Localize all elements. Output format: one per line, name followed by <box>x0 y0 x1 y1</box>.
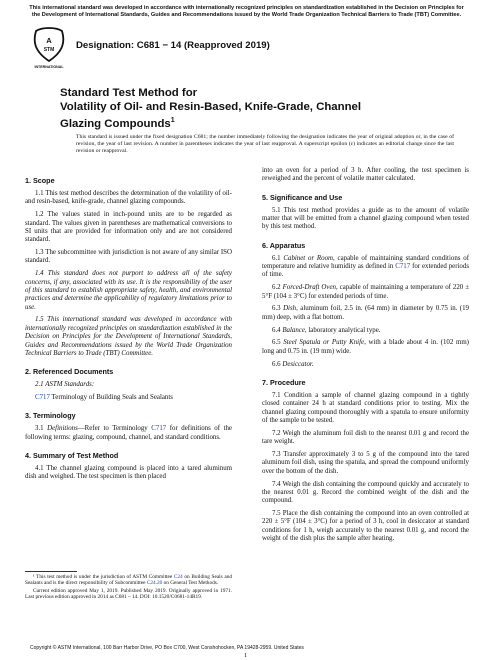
title-line-3: Glazing Compounds$^1$ <box>60 117 175 130</box>
paragraph-7-4: 7.4 Weigh the dish containing the compound quickly and accurately to the nearest 0.01 g. Record the combined weight of the dish and the compound. <box>262 480 469 505</box>
reference-c717: C717 Terminology of Building Seals and Sealants <box>35 394 173 402</box>
paragraph-6-1: 6.1 Cabinet or Room, capable of maintaining standard conditions of temperature and relative humidity as defined in C717 for extended periods of time. <box>262 254 470 279</box>
title-footnote-mark: 1 <box>170 117 175 125</box>
paragraph-6-6: 6.6 Desiccator. <box>272 360 314 368</box>
section-heading-scope: 1. Scope <box>25 176 55 185</box>
paragraph-1-3: 1.3 The subcommittee with jurisdiction is not aware of any similar ISO standard. <box>25 249 232 265</box>
designation: Designation: C681 − 14 (Reapproved 2019) <box>76 40 270 51</box>
paragraph-3-1: 3.1 Definitions—Refer to Terminology C717 for definitions of the following terms: glazing, compound, channel, and standard conditions. <box>25 425 232 441</box>
paragraph-2-1: 2.1 ASTM Standards: <box>35 381 95 389</box>
terminology-link-c717[interactable]: C717 <box>151 425 167 433</box>
footnote-jurisdiction: ¹ This test method is under the jurisdiction of ASTM Committee C24 on Building Seals and Sealants and is the direct responsibility of Subcommittee C24.20 on General Test Methods. <box>25 574 232 587</box>
footnote-edition: Current edition approved May 1, 2019. Published May 2019. Originally approved in 1971. Last previous edition approved in 2014 as C681 – 14. DOI: 10.1520/C0681-14R19. <box>25 587 232 601</box>
title-line-1: Standard Test Method for <box>60 87 198 99</box>
apparatus-link-c717[interactable]: C717 <box>395 263 411 271</box>
paragraph-1-4: 1.4 This standard does not purport to address all of the safety concerns, if any, associated with its use. It is the responsibility of the user of this standard to establish appropriate safety, health, and environmental practices and determine the applicability of regulatory limitations prior to use. <box>25 270 232 311</box>
paragraph-7-3: 7.3 Transfer approximately 3 to 5 g of the compound into the tared aluminum foil dish, using the spatula, and spread the compound uniformly over the bottom of the dish. <box>262 451 469 475</box>
tbt-notice: This international standard was developed in accordance with internationally recognized principles on standardization established in the Decision on Principles for the Development of International Standards, Guides and Recommendations issued by the World Trade Organization Technical Barriers to Trade (TBT) Committee. <box>29 5 464 18</box>
left-column <box>25 176 232 486</box>
issuance-statement: This standard is issued under the fixed designation C681; the number immediately following the designation indicates the year of original adoption or, in the case of revision, the year of last revision. A number in parentheses indicates the year of last reapproval. A superscript epsilon (ε) indicates an editorial change since the last revision or reapproval. <box>76 134 454 155</box>
right-column <box>262 167 469 548</box>
paragraph-1-5: 1.5 This international standard was developed in accordance with internationally recognized principles on standardization established in the Decision on Principles for the Development of International Standards, Guides and Recommendations issued by the World Trade Organization Technical Barriers to Trade (TBT) Committee. <box>25 316 232 357</box>
logo-text: INTERNATIONAL <box>34 65 64 69</box>
svg-text:STM: STM <box>43 47 55 53</box>
paragraph-4-1-continued: into an oven for a period of 3 h. After cooling, the test specimen is reweighed and the percent of volatile matter calculated. <box>262 167 469 183</box>
paragraph-4-1: 4.1 The channel glazing compound is placed into a tared aluminum dish and weighed. The test specimen is then placed <box>25 465 232 481</box>
section-heading-procedure: 7. Procedure <box>262 378 306 387</box>
section-heading-significance: 5. Significance and Use <box>262 192 343 202</box>
page-number: 1 <box>244 652 248 659</box>
document-title <box>60 87 460 132</box>
paragraph-7-2: 7.2 Weigh the aluminum foil dish to the nearest 0.01 g and record the tare weight. <box>262 429 469 446</box>
section-heading-apparatus: 6. Apparatus <box>262 240 306 250</box>
footnote-divider <box>25 571 77 572</box>
section-heading-summary: 4. Summary of Test Method <box>25 451 119 461</box>
astm-logo-icon <box>32 27 66 71</box>
paragraph-7-5: 7.5 Place the dish containing the compound into an oven controlled at 220 ± 5°F (104 ± 3°C) for a period of 3 h, cool in desiccator at standard conditions for 1 h, weigh accurately to the nearest 0.01 g, and record the weight of the dish plus the sample after heating. <box>262 510 469 543</box>
paragraph-7-1: 7.1 Condition a sample of channel glazing compound in a tightly closed container 24 h at standard conditions prior to testing. Mix the channel glazing compound thoroughly with a spatula to ensure uniformity of the sample to be tested. <box>262 392 469 425</box>
subcommittee-link-c24-20[interactable]: C24.20 <box>146 580 163 587</box>
svg-text:A: A <box>46 36 52 45</box>
title-line-2: Volatility of Oil- and Resin-Based, Knife-Grade, Channel <box>60 100 362 113</box>
paragraph-1-1: 1.1 This test method describes the determination of the volatility of oil- and resin-based, knife-grade, channel glazing compounds. <box>25 190 232 206</box>
paragraph-1-2: 1.2 The values stated in inch-pound units are to be regarded as standard. The values given in parentheses are mathematical conversions to SI units that are provided for information only and are not considered standard. <box>25 211 232 244</box>
section-heading-referenced-documents: 2. Referenced Documents <box>25 367 114 377</box>
paragraph-6-2: 6.2 Forced-Draft Oven, capable of maintaining a temperature of 220 ± 5°F (104 ± 3°C) for extended periods of time. <box>262 284 469 300</box>
paragraph-6-3: 6.3 Dish, aluminum foil, 2.5 in. (64 mm) in diameter by 0.75 in. (19 mm) deep, with a flat bottom. <box>262 305 469 321</box>
committee-link-c24[interactable]: C24 <box>173 574 183 580</box>
paragraph-6-5: 6.5 Steel Spatula or Putty Knife, with a blade about 4 in. (102 mm) long and 0.75 in. (19 mm) wide. <box>262 339 469 355</box>
paragraph-6-4: 6.4 Balance, laboratory analytical type. <box>272 326 381 334</box>
paragraph-5-1: 5.1 This test method provides a guide as to the amount of volatile matter that will be emitted from a channel glazing compound when tested by this test method. <box>262 206 469 231</box>
copyright-line: Copyright © ASTM International, 100 Barr Harbor Drive, PO Box C700, West Conshohocken, PA 19428-2959. United States <box>30 645 304 651</box>
footnote <box>25 574 232 602</box>
reference-link-c717[interactable]: C717 <box>35 394 50 402</box>
section-heading-terminology: 3. Terminology <box>25 411 76 421</box>
